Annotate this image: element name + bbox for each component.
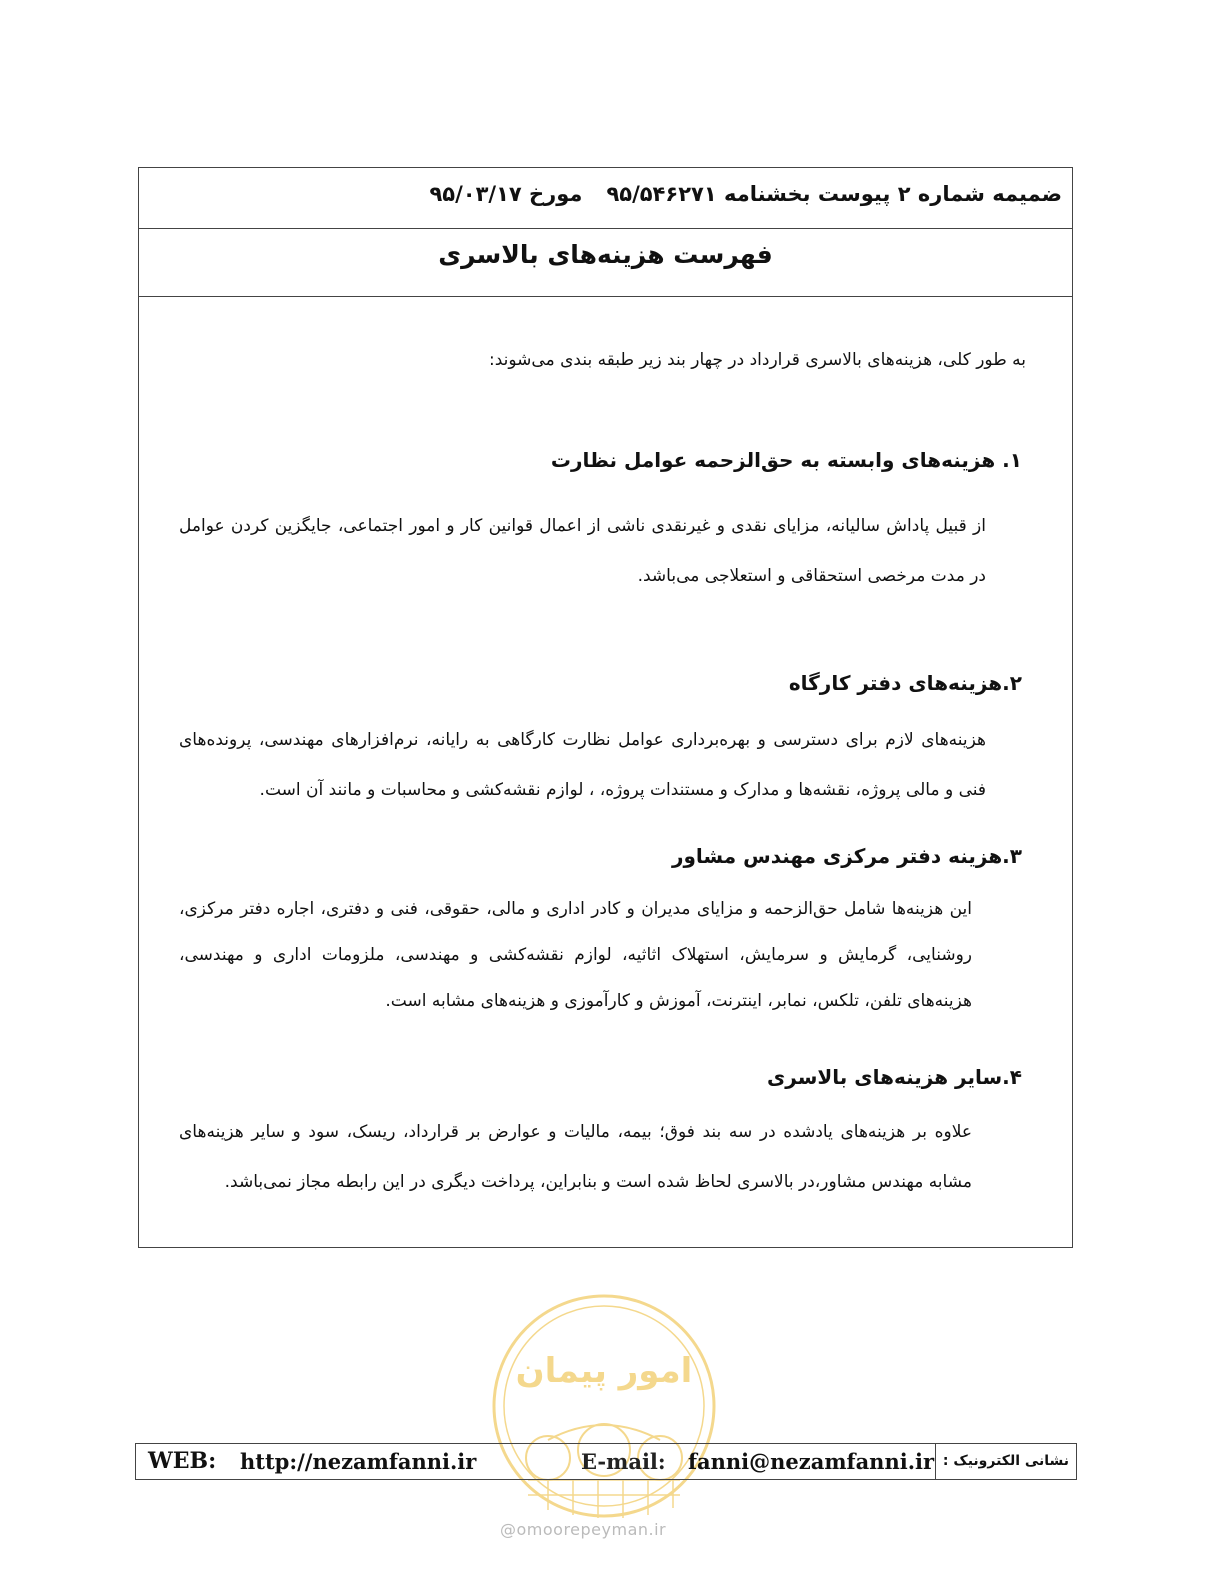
intro-paragraph: به طور کلی، هزینه‌های بالاسری قرارداد در چهار بند زیر طبقه بندی می‌شوند: [489, 350, 1026, 370]
email-link[interactable]: fanni@nezamfanni.ir [688, 1449, 935, 1474]
section-title: ۲.هزینه‌های دفتر کارگاه [788, 671, 1022, 695]
header-row [139, 168, 1072, 229]
section-body: هزینه‌های لازم برای دسترسی و بهره‌برداری عوامل نظارت کارگاهی به رایانه، نرم‌افزارهای مهندسی، پرونده‌های فنی و مالی پروژه، نقشه‌ها و مدارک و مستندات پروژه، ، لوازم نقشه‌کشی و محاسبات و مانند آن است. [179, 730, 986, 800]
email-label: E-mail: [581, 1449, 666, 1474]
web-label: WEB: [148, 1448, 217, 1474]
watermark: @omoorepeyman.ir [500, 1520, 667, 1539]
document-frame [138, 167, 1073, 1248]
page-title: فهرست هزینه‌های بالاسری [438, 240, 773, 269]
section-body: این هزینه‌ها شامل حق‌الزحمه و مزایای مدیران و کادر اداری و مالی، حقوقی، فنی و دفتری، اجاره دفتر مرکزی، روشنایی، گرمایش و سرمایش، استهلاک اثاثیه، لوازم نقشه‌کشی و مهندسی، ملزومات اداری و مهندسی، هزینه‌های تلفن، تلکس، نمابر، اینترنت، آموزش و کارآموزی و هزینه‌های مشابه است. [179, 899, 972, 1011]
section-body: از قبیل پاداش سالیانه، مزایای نقدی و غیرنقدی ناشی از اعمال قوانین کار و امور اجتماعی، جایگزین کردن عوامل در مدت مرخصی استحقاقی و استعلاجی می‌باشد. [179, 516, 986, 586]
web-link[interactable]: http://nezamfanni.ir [240, 1449, 477, 1474]
section-body: علاوه بر هزینه‌های یادشده در سه بند فوق؛ بیمه، مالیات و عوارض بر قرارداد، ریسک، سود و سایر هزینه‌های مشابه مهندس مشاور،در بالاسری لحاظ شده است و بنابراین، پرداخت دیگری در این رابطه مجاز نمی‌باشد. [179, 1122, 972, 1192]
section-title: ۳.هزینه دفتر مرکزی مهندس مشاور [671, 844, 1022, 868]
annex-reference: ضمیمه شماره ۲ پیوست بخشنامه ۹۵/۵۴۶۲۷۱ [606, 182, 1062, 206]
header-text [429, 182, 1062, 206]
electronic-address-label: نشانی الکترونیک : [935, 1444, 1076, 1479]
annex-date: مورخ ۹۵/۰۳/۱۷ [429, 182, 583, 206]
section-title: ۴.سایر هزینه‌های بالاسری [766, 1065, 1022, 1089]
section-title: ۱. هزینه‌های وابسته به حق‌الزحمه عوامل نظارت [550, 448, 1022, 472]
omoore-peyman-stamp [488, 1290, 720, 1522]
stamp-text: امور پیمان [515, 1351, 693, 1391]
footer-bar [135, 1443, 1077, 1480]
title-row [139, 228, 1072, 297]
